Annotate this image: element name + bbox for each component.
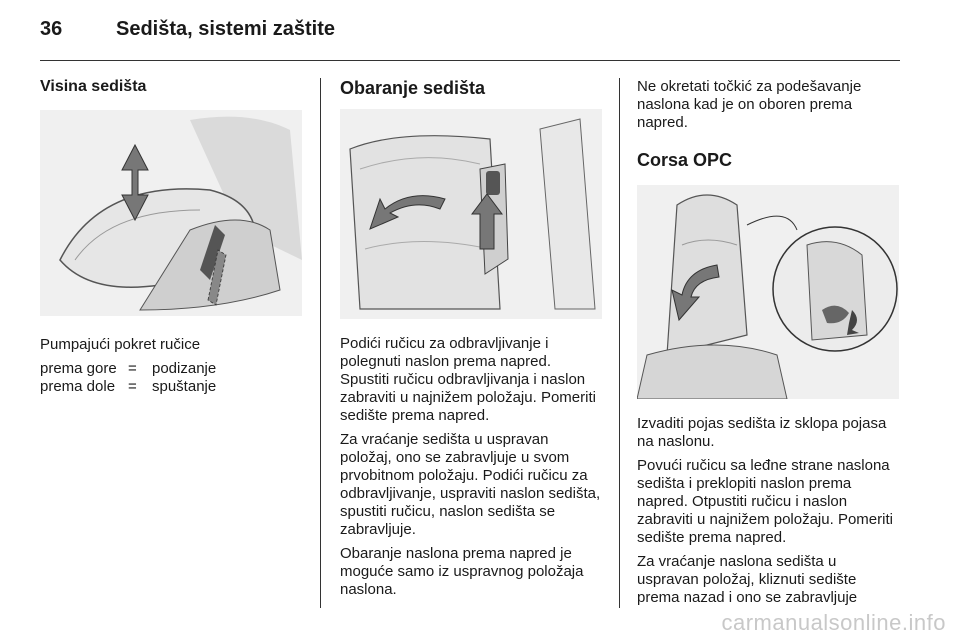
section-heading-fold-seat: Obaranje sedišta: [340, 78, 486, 98]
site-watermark: carmanualsonline.info: [721, 610, 946, 635]
corsa-opc-paragraph-3: Za vraćanje naslona sedišta u uspravan položaj, kliznuti sedište prema nazad i ono se zabravljuje: [637, 553, 858, 606]
column-corsa-opc: [637, 78, 902, 607]
table-row: [40, 378, 302, 396]
fold-seat-illustration: [340, 109, 602, 319]
column-seat-height: [40, 78, 302, 396]
table-row: [40, 360, 302, 378]
column-divider-1: [320, 78, 321, 608]
corsa-opc-paragraph-2: Povući ručicu sa leđne strane naslona sedišta i preklopiti naslon prema napred. Otpustiti ručicu i naslon zabraviti u najnižem položaju. Pomeriti sedište prema napred.: [637, 457, 893, 546]
seat-height-table: [40, 360, 302, 396]
fold-seat-paragraph-1: Podići ručicu za odbravljivanje i polegnuti naslon prema napred. Spustiti ručicu odbravljivanja i naslon zabraviti u najnižem položaju. Pomeriti sedište prema napred.: [340, 335, 596, 424]
column-divider-2: [619, 78, 620, 608]
corsa-opc-paragraph-1: Izvaditi pojas sedišta iz sklopa pojasa na naslonu.: [637, 415, 887, 450]
pair-eq: =: [128, 378, 137, 395]
page-header: [40, 18, 335, 48]
header-rule: [40, 60, 900, 61]
fold-seat-paragraph-2: Za vraćanje sedišta u uspravan položaj, ono se zabravljuje u svom prvobitnom položaju. Podići ručicu za odbravljivanje, uspraviti naslon sedišta, spustiti ručicu, naslon sedišta se zabravljuje.: [340, 431, 601, 538]
pair-value: podizanje: [152, 360, 217, 377]
page-number: 36: [40, 18, 63, 40]
pair-value: spuštanje: [152, 378, 217, 395]
pair-key: prema gore: [40, 360, 117, 377]
warning-paragraph: Ne okretati točkić za podešavanje naslona kad je on oboren prema napred.: [637, 78, 862, 131]
corsa-opc-seat-illustration: [637, 185, 899, 399]
pair-eq: =: [128, 360, 137, 377]
column-fold-seat: [340, 78, 602, 599]
chapter-title: Sedišta, sistemi zaštite: [116, 18, 335, 40]
section-heading-corsa-opc: Corsa OPC: [637, 150, 733, 170]
fold-seat-paragraph-3: Obaranje naslona prema napred je moguće samo iz uspravnog položaja naslona.: [340, 545, 584, 598]
section-heading-seat-height: Visina sedišta: [40, 78, 147, 95]
pair-key: prema dole: [40, 378, 116, 395]
seat-height-illustration: [40, 110, 302, 316]
seat-height-caption: Pumpajući pokret ručice: [40, 336, 201, 353]
